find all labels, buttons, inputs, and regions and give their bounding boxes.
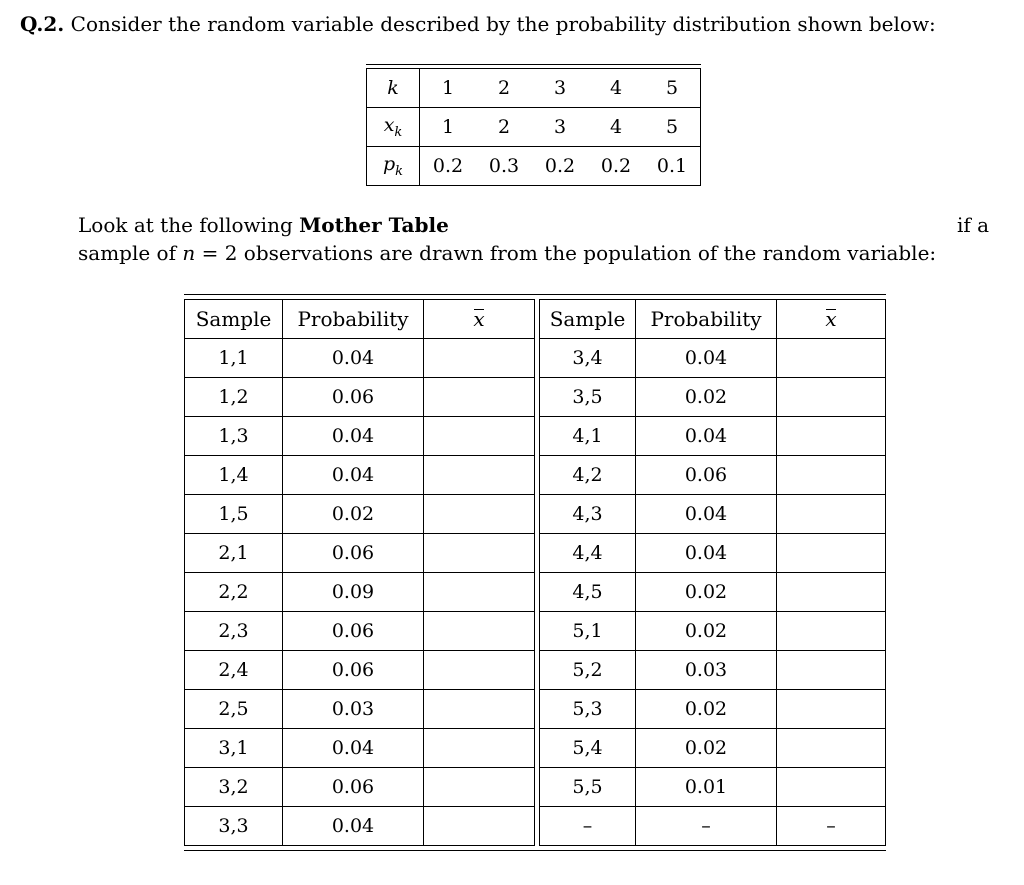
xbar-answer-cell[interactable] xyxy=(424,495,535,534)
distribution-cell: 5 xyxy=(644,69,701,108)
probability-cell: 0.01 xyxy=(636,768,777,807)
distribution-cell: 0.3 xyxy=(476,147,532,186)
question-line xyxy=(20,12,936,36)
header-xbar-left xyxy=(424,300,535,339)
instructions-line-2-suffix: = 2 observations are drawn from the population of the random variable: xyxy=(195,241,937,265)
table-row xyxy=(185,417,886,456)
distribution-row-p xyxy=(367,147,701,186)
sample-cell: 2,2 xyxy=(185,573,283,612)
header-sample-right: Sample xyxy=(540,300,636,339)
instructions xyxy=(78,211,936,267)
xbar-answer-cell[interactable] xyxy=(777,768,886,807)
header-probability-right: Probability xyxy=(636,300,777,339)
instructions-line-1 xyxy=(78,211,936,239)
header-probability-left: Probability xyxy=(283,300,424,339)
sample-cell: 4,5 xyxy=(540,573,636,612)
probability-cell: 0.02 xyxy=(636,612,777,651)
xbar-symbol: x xyxy=(825,307,837,331)
instructions-line-2 xyxy=(78,239,936,267)
distribution-cell: 0.2 xyxy=(532,147,588,186)
sample-cell: 3,3 xyxy=(185,807,283,846)
probability-cell: 0.09 xyxy=(283,573,424,612)
xbar-answer-cell[interactable] xyxy=(777,534,886,573)
sample-cell: 3,5 xyxy=(540,378,636,417)
xbar-answer-cell[interactable] xyxy=(424,456,535,495)
probability-cell: 0.04 xyxy=(283,339,424,378)
xbar-answer-cell[interactable] xyxy=(777,495,886,534)
xbar-answer-cell[interactable] xyxy=(424,651,535,690)
table-row xyxy=(185,456,886,495)
xbar-answer-cell[interactable] xyxy=(777,339,886,378)
xbar-answer-cell[interactable] xyxy=(424,768,535,807)
mother-table xyxy=(184,294,886,851)
sample-cell: 5,5 xyxy=(540,768,636,807)
sample-cell: – xyxy=(540,807,636,846)
distribution-table xyxy=(366,64,701,186)
xbar-answer-cell[interactable] xyxy=(424,378,535,417)
distribution-header-subscript: k xyxy=(394,124,403,140)
probability-cell: 0.02 xyxy=(636,690,777,729)
table-row xyxy=(185,534,886,573)
distribution-cell: 0.2 xyxy=(420,147,477,186)
distribution-header-k xyxy=(367,69,420,108)
probability-cell: 0.06 xyxy=(283,612,424,651)
xbar-answer-cell[interactable] xyxy=(424,573,535,612)
table-row xyxy=(185,573,886,612)
sample-cell: 5,3 xyxy=(540,690,636,729)
header-xbar-right xyxy=(777,300,886,339)
xbar-answer-cell[interactable] xyxy=(424,534,535,573)
mother-table-header-row xyxy=(185,300,886,339)
probability-cell: 0.04 xyxy=(283,729,424,768)
distribution-cell: 2 xyxy=(476,108,532,147)
distribution-cell: 5 xyxy=(644,108,701,147)
sample-cell: 3,4 xyxy=(540,339,636,378)
probability-cell: 0.04 xyxy=(283,807,424,846)
sample-cell: 1,5 xyxy=(185,495,283,534)
probability-cell: 0.02 xyxy=(636,573,777,612)
sample-cell: 1,2 xyxy=(185,378,283,417)
header-sample-left: Sample xyxy=(185,300,283,339)
probability-cell: 0.06 xyxy=(283,651,424,690)
xbar-answer-cell[interactable] xyxy=(777,378,886,417)
xbar-answer-cell[interactable] xyxy=(424,612,535,651)
table-row xyxy=(185,651,886,690)
distribution-header-subscript: k xyxy=(395,163,404,179)
probability-cell: 0.04 xyxy=(283,417,424,456)
sample-cell: 3,2 xyxy=(185,768,283,807)
table-row xyxy=(185,807,886,846)
table-row xyxy=(185,612,886,651)
instructions-line-2-prefix: sample of xyxy=(78,241,183,265)
instructions-line-1-prefix: Look at the following xyxy=(78,213,300,237)
sample-cell: 2,3 xyxy=(185,612,283,651)
distribution-cell: 3 xyxy=(532,69,588,108)
distribution-cell: 4 xyxy=(588,69,644,108)
distribution-header-symbol: p xyxy=(382,153,396,176)
probability-cell: 0.04 xyxy=(636,534,777,573)
probability-cell: 0.02 xyxy=(283,495,424,534)
instructions-trailing: if a xyxy=(957,213,990,237)
sample-cell: 4,4 xyxy=(540,534,636,573)
xbar-answer-cell[interactable] xyxy=(777,651,886,690)
xbar-symbol: x xyxy=(473,307,485,331)
distribution-cell: 1 xyxy=(420,69,477,108)
table-row xyxy=(185,378,886,417)
probability-cell: 0.04 xyxy=(636,495,777,534)
question-text: Consider the random variable described by the probability distribution shown below: xyxy=(70,12,936,36)
table-row xyxy=(185,768,886,807)
sample-cell: 1,1 xyxy=(185,339,283,378)
sample-cell: 4,1 xyxy=(540,417,636,456)
probability-cell: 0.02 xyxy=(636,378,777,417)
xbar-answer-cell[interactable] xyxy=(424,417,535,456)
probability-cell: 0.06 xyxy=(283,534,424,573)
sample-cell: 4,3 xyxy=(540,495,636,534)
sample-cell: 1,3 xyxy=(185,417,283,456)
distribution-row-k xyxy=(367,69,701,108)
sample-cell: 2,4 xyxy=(185,651,283,690)
sample-cell: 5,4 xyxy=(540,729,636,768)
sample-cell: 5,2 xyxy=(540,651,636,690)
distribution-cell: 0.1 xyxy=(644,147,701,186)
probability-cell: 0.03 xyxy=(636,651,777,690)
xbar-answer-cell[interactable] xyxy=(424,690,535,729)
probability-cell: 0.06 xyxy=(636,456,777,495)
distribution-header-x xyxy=(367,108,420,147)
xbar-answer-cell[interactable] xyxy=(777,573,886,612)
probability-cell: – xyxy=(636,807,777,846)
table-row xyxy=(185,729,886,768)
table-row xyxy=(185,495,886,534)
distribution-header-symbol: k xyxy=(387,77,399,99)
question-number: Q.2. xyxy=(20,12,65,36)
sample-cell: 1,4 xyxy=(185,456,283,495)
xbar-answer-cell[interactable] xyxy=(777,456,886,495)
probability-cell: 0.04 xyxy=(636,417,777,456)
xbar-answer-cell[interactable]: – xyxy=(777,807,886,846)
xbar-answer-cell[interactable] xyxy=(777,729,886,768)
probability-cell: 0.03 xyxy=(283,690,424,729)
distribution-header-symbol: x xyxy=(383,114,395,137)
sample-cell: 4,2 xyxy=(540,456,636,495)
distribution-cell: 4 xyxy=(588,108,644,147)
distribution-cell: 2 xyxy=(476,69,532,108)
mother-table-label: Mother Table xyxy=(299,213,449,237)
distribution-cell: 1 xyxy=(420,108,477,147)
xbar-answer-cell[interactable] xyxy=(424,339,535,378)
probability-cell: 0.04 xyxy=(283,456,424,495)
probability-cell: 0.02 xyxy=(636,729,777,768)
probability-cell: 0.06 xyxy=(283,378,424,417)
xbar-answer-cell[interactable] xyxy=(777,690,886,729)
sample-cell: 2,5 xyxy=(185,690,283,729)
xbar-answer-cell[interactable] xyxy=(424,729,535,768)
xbar-answer-cell[interactable] xyxy=(424,807,535,846)
distribution-header-p xyxy=(367,147,420,186)
sample-cell: 2,1 xyxy=(185,534,283,573)
sample-cell: 3,1 xyxy=(185,729,283,768)
xbar-answer-cell[interactable] xyxy=(777,612,886,651)
probability-cell: 0.04 xyxy=(636,339,777,378)
sample-size-variable: n xyxy=(182,241,196,265)
probability-cell: 0.06 xyxy=(283,768,424,807)
sample-cell: 5,1 xyxy=(540,612,636,651)
table-row xyxy=(185,339,886,378)
distribution-cell: 3 xyxy=(532,108,588,147)
distribution-row-x xyxy=(367,108,701,147)
table-row xyxy=(185,690,886,729)
distribution-cell: 0.2 xyxy=(588,147,644,186)
xbar-answer-cell[interactable] xyxy=(777,417,886,456)
